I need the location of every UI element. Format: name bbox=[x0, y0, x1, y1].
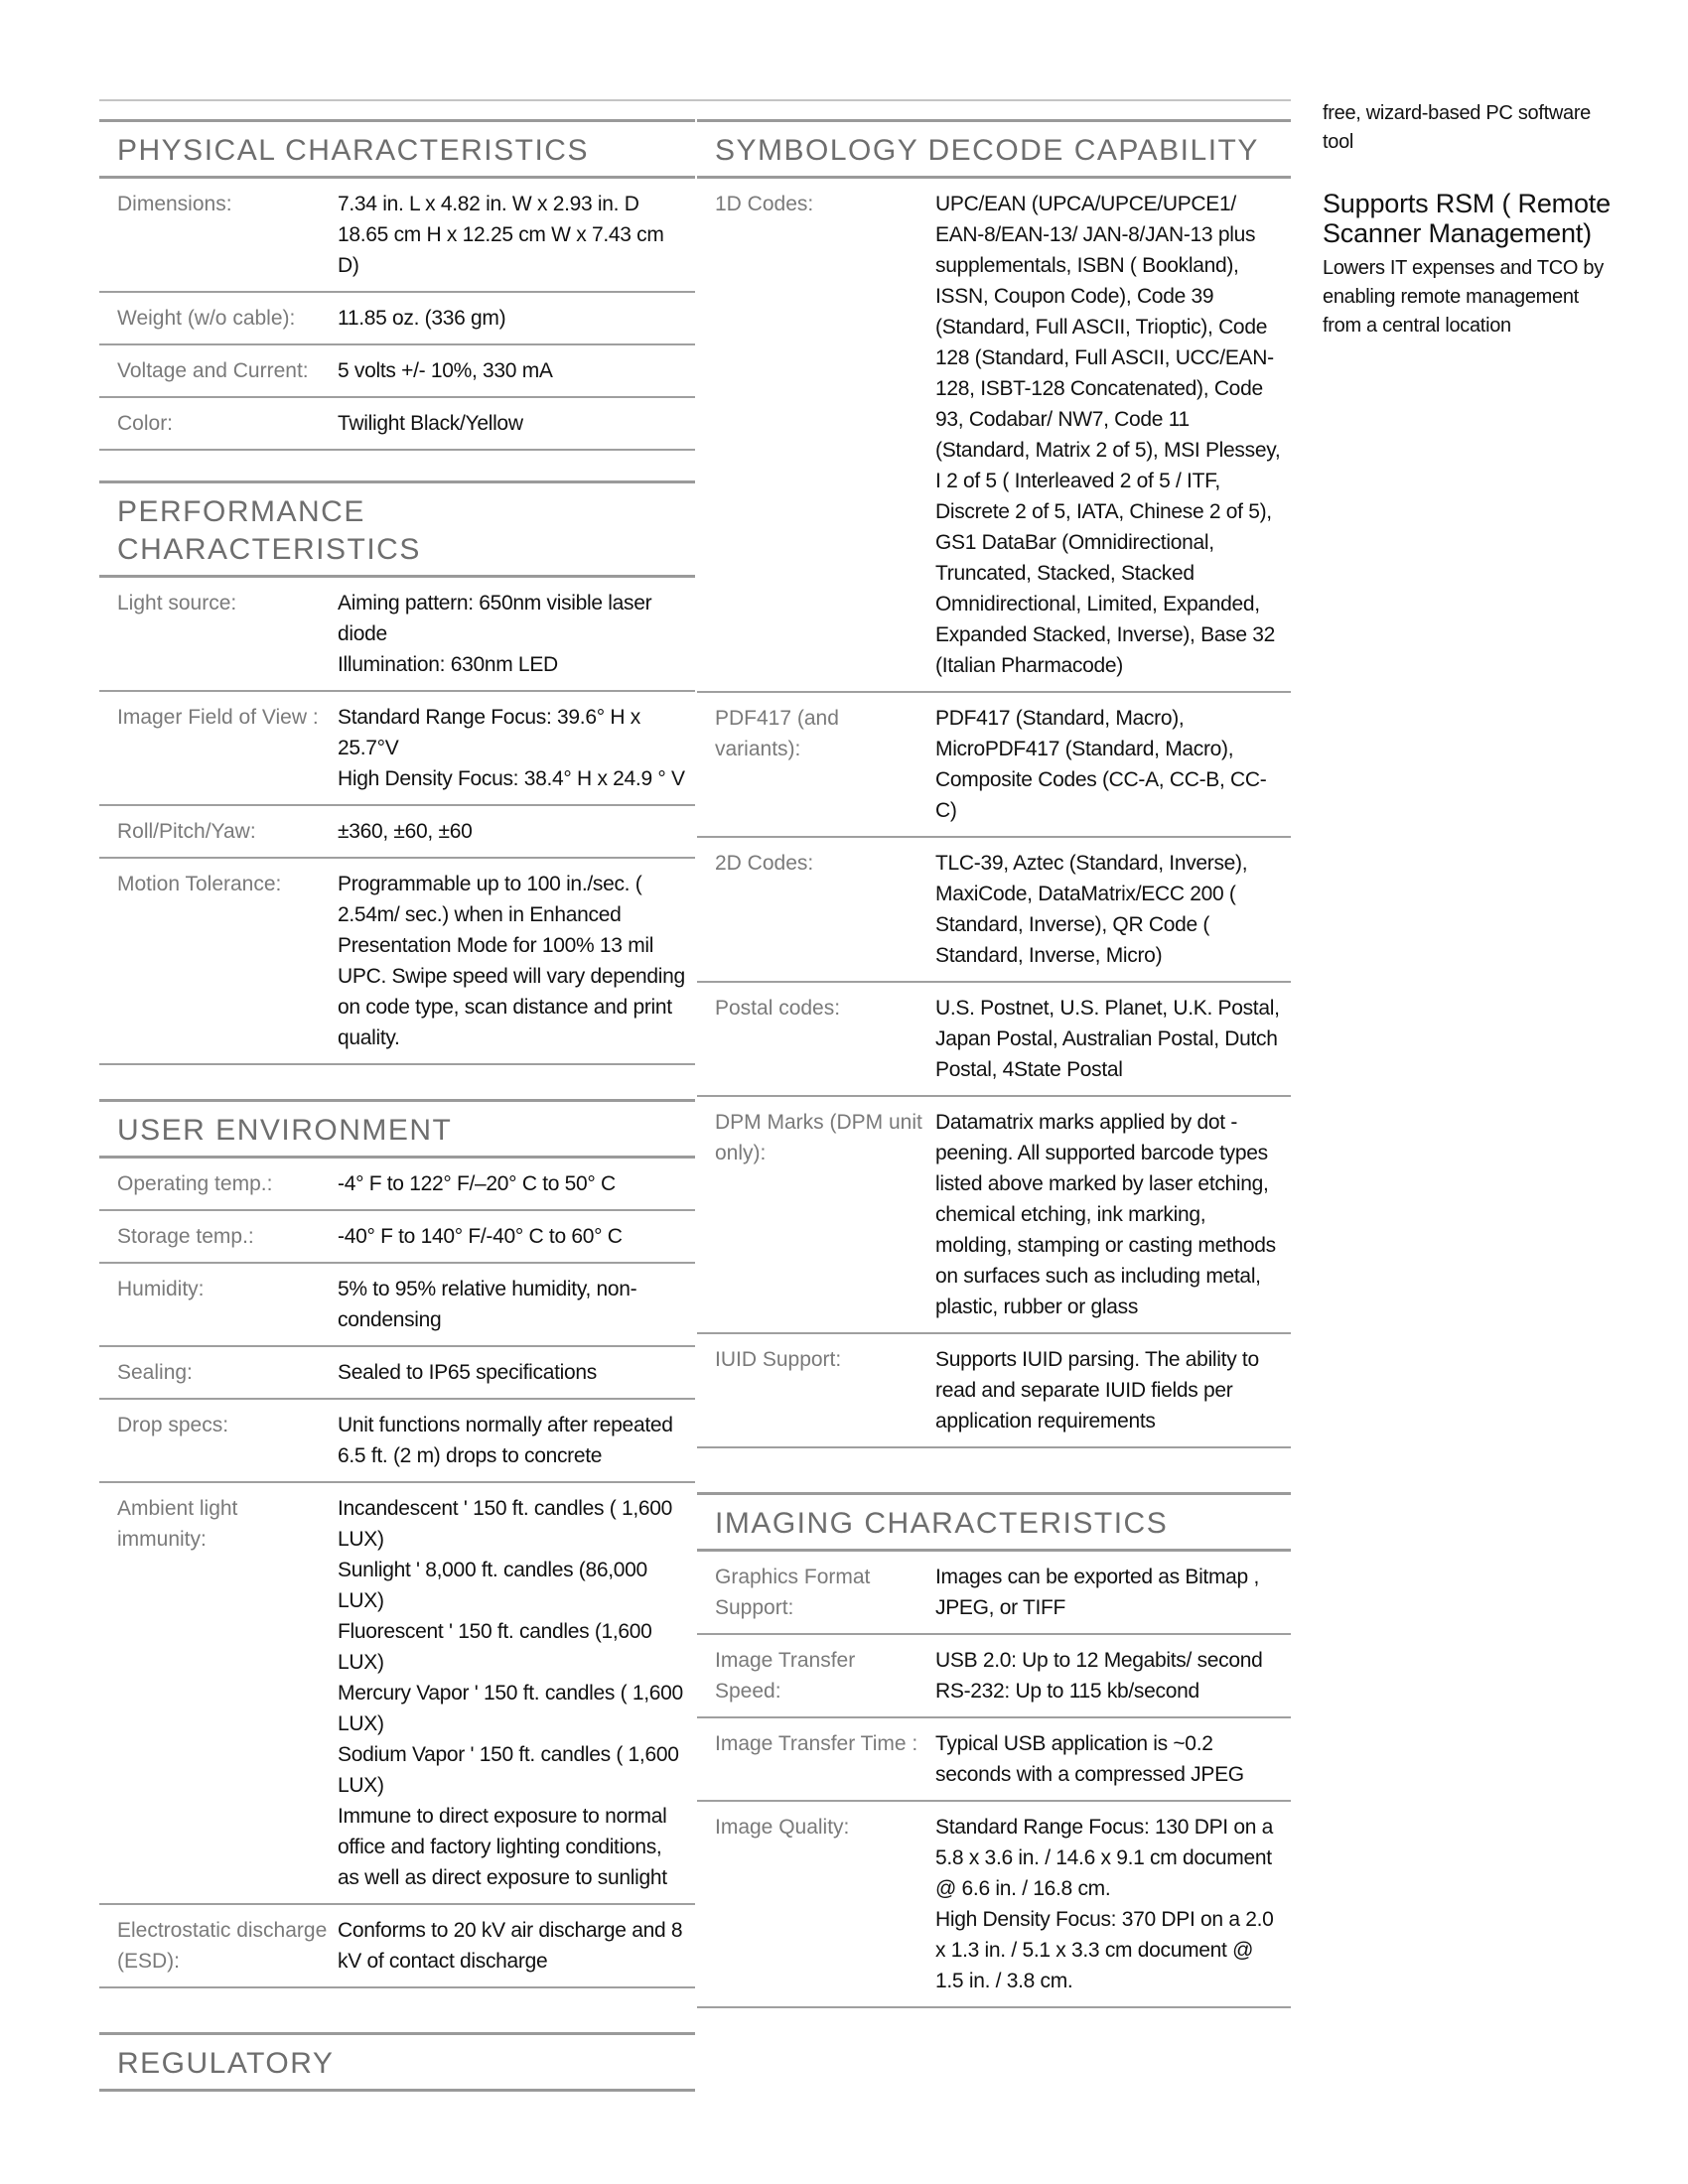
spec-value-line: 5% to 95% relative humidity, non-condensing bbox=[338, 1278, 637, 1331]
spec-row bbox=[697, 1552, 1291, 1635]
spec-value bbox=[338, 1274, 695, 1335]
spec-label: Graphics Format Support: bbox=[715, 1566, 871, 1619]
spec-label: PDF417 (and variants): bbox=[715, 707, 839, 760]
spec-label: Sealing: bbox=[117, 1361, 193, 1384]
imaging-section bbox=[697, 1492, 1291, 2008]
spec-value bbox=[935, 1728, 1291, 1790]
spec-value-line: Fluorescent ' 150 ft. candles (1,600 LUX) bbox=[338, 1620, 652, 1674]
spec-table bbox=[99, 578, 695, 1065]
spec-row bbox=[697, 1334, 1291, 1448]
spec-label: Image Quality: bbox=[715, 1816, 850, 1839]
spec-label: DPM Marks (DPM unit only): bbox=[715, 1111, 922, 1164]
spec-value bbox=[338, 1168, 695, 1199]
spec-row bbox=[99, 578, 695, 692]
spec-value-line: ±360, ±60, ±60 bbox=[338, 820, 473, 843]
spec-row bbox=[697, 983, 1291, 1097]
sidebar bbox=[1323, 99, 1620, 341]
spec-value-line: Datamatrix marks applied by dot - peening. All supported barcode types listed above marked by laser etching, chemical etching, ink marking, molding, stamping or casting methods on surfaces such as including metal, plastic, rubber or glass bbox=[935, 1111, 1276, 1318]
spec-value bbox=[935, 703, 1291, 826]
spec-row bbox=[99, 1483, 695, 1905]
spec-value-line: Immune to direct exposure to normal office and factory lighting conditions, as well as direct exposure to sunlight bbox=[338, 1805, 667, 1889]
spec-value bbox=[338, 702, 695, 794]
spec-value bbox=[338, 189, 695, 281]
spec-value bbox=[338, 869, 695, 1053]
spec-label: Postal codes: bbox=[715, 997, 841, 1020]
spec-row bbox=[697, 1802, 1291, 2008]
regulatory-section bbox=[99, 2032, 695, 2092]
physical-section bbox=[99, 119, 695, 451]
spec-label: 1D Codes: bbox=[715, 193, 814, 215]
spec-value-line: Twilight Black/Yellow bbox=[338, 412, 523, 435]
spec-row bbox=[697, 1635, 1291, 1718]
spec-label: Imager Field of View : bbox=[117, 706, 319, 729]
spec-table bbox=[697, 1552, 1291, 2008]
spec-value-line: Unit functions normally after repeated 6.5 ft. (2 m) drops to concrete bbox=[338, 1414, 673, 1467]
spec-label: 2D Codes: bbox=[715, 852, 814, 875]
spec-table bbox=[99, 179, 695, 451]
spec-label: Image Transfer Time : bbox=[715, 1732, 918, 1755]
spec-value-line: RS-232: Up to 115 kb/second bbox=[935, 1680, 1199, 1703]
spec-table bbox=[697, 179, 1291, 1448]
spec-row bbox=[697, 179, 1291, 693]
left-column bbox=[99, 119, 695, 2092]
spec-label: Electrostatic discharge (ESD): bbox=[117, 1919, 328, 1973]
section-title-performance: PERFORMANCE CHARACTERISTICS bbox=[99, 480, 695, 578]
symbology-section bbox=[697, 119, 1291, 1448]
spec-value-line: Sunlight ' 8,000 ft. candles (86,000 LUX) bbox=[338, 1559, 647, 1612]
spec-label: Operating temp.: bbox=[117, 1172, 273, 1195]
section-title-symbology: SYMBOLOGY DECODE CAPABILITY bbox=[697, 119, 1291, 179]
spec-value-line: U.S. Postnet, U.S. Planet, U.K. Postal, Japan Postal, Australian Postal, Dutch Postal, 4State Postal bbox=[935, 997, 1280, 1081]
sidebar-feature-title: Supports RSM ( Remote Scanner Management) bbox=[1323, 189, 1611, 248]
spec-value bbox=[935, 1812, 1291, 1996]
spec-value-line: TLC-39, Aztec (Standard, Inverse), MaxiCode, DataMatrix/ECC 200 ( Standard, Inverse), QR Code ( Standard, Inverse, Micro) bbox=[935, 852, 1248, 967]
spec-value bbox=[935, 1344, 1291, 1436]
spec-label: Color: bbox=[117, 412, 174, 435]
spec-row bbox=[99, 692, 695, 806]
top-divider bbox=[99, 99, 1291, 101]
spec-row bbox=[99, 859, 695, 1065]
spec-label: Dimensions: bbox=[117, 193, 232, 215]
spec-label: Image Transfer Speed: bbox=[715, 1649, 856, 1703]
spec-label: Roll/Pitch/Yaw: bbox=[117, 820, 256, 843]
spec-value bbox=[338, 1410, 695, 1471]
spec-value bbox=[338, 408, 695, 439]
spec-row bbox=[99, 293, 695, 345]
sidebar-feature-body: Lowers IT expenses and TCO by enabling remote management from a central location bbox=[1323, 257, 1604, 337]
spec-label: Drop specs: bbox=[117, 1414, 229, 1436]
spec-value bbox=[338, 816, 695, 847]
spec-label: Motion Tolerance: bbox=[117, 873, 282, 895]
spec-label: Storage temp.: bbox=[117, 1225, 254, 1248]
spec-value bbox=[935, 1107, 1291, 1322]
spec-value bbox=[935, 1562, 1291, 1623]
spec-row bbox=[99, 1905, 695, 1988]
spec-value-line: USB 2.0: Up to 12 Megabits/ second bbox=[935, 1649, 1263, 1672]
spec-value bbox=[338, 1915, 695, 1977]
spec-row bbox=[697, 838, 1291, 983]
spec-value-line: -40° F to 140° F/-40° C to 60° C bbox=[338, 1225, 623, 1248]
spec-label: Ambient light immunity: bbox=[117, 1497, 238, 1551]
spec-value bbox=[935, 1645, 1291, 1706]
spec-value-line: Aiming pattern: 650nm visible laser diode bbox=[338, 592, 652, 645]
spec-value bbox=[338, 355, 695, 386]
spec-value-line: High Density Focus: 38.4° H x 24.9 ° V bbox=[338, 767, 685, 790]
spec-value bbox=[338, 1221, 695, 1252]
spec-label: Light source: bbox=[117, 592, 237, 614]
spec-row bbox=[99, 1347, 695, 1400]
spec-value-line: Typical USB application is ~0.2 seconds with a compressed JPEG bbox=[935, 1732, 1244, 1786]
spec-label: Voltage and Current: bbox=[117, 359, 309, 382]
middle-column bbox=[697, 119, 1291, 2008]
performance-section bbox=[99, 480, 695, 1065]
spec-value bbox=[338, 1493, 695, 1893]
spec-value-line: Standard Range Focus: 130 DPI on a 5.8 x 3.6 in. / 14.6 x 9.1 cm document @ 6.6 in. / 16.8 cm. bbox=[935, 1816, 1274, 1900]
spec-value bbox=[935, 848, 1291, 971]
spec-value-line: -4° F to 122° F/–20° C to 50° C bbox=[338, 1172, 616, 1195]
spec-row bbox=[697, 1718, 1291, 1802]
spec-label: IUID Support: bbox=[715, 1348, 842, 1371]
spec-value-line: Conforms to 20 kV air discharge and 8 kV of contact discharge bbox=[338, 1919, 683, 1973]
spec-value-line: 11.85 oz. (336 gm) bbox=[338, 307, 506, 330]
user-environment-section bbox=[99, 1099, 695, 1988]
spec-value bbox=[338, 1357, 695, 1388]
spec-value-line: Supports IUID parsing. The ability to read and separate IUID fields per application requirements bbox=[935, 1348, 1259, 1433]
spec-value-line: Incandescent ' 150 ft. candles ( 1,600 LUX) bbox=[338, 1497, 673, 1551]
section-title-physical: PHYSICAL CHARACTERISTICS bbox=[99, 119, 695, 179]
spec-value bbox=[338, 588, 695, 680]
spec-value-line: Mercury Vapor ' 150 ft. candles ( 1,600 LUX) bbox=[338, 1682, 683, 1735]
spec-label: Weight (w/o cable): bbox=[117, 307, 296, 330]
spec-value bbox=[935, 189, 1291, 681]
spec-row bbox=[697, 1097, 1291, 1334]
spec-value-line: Sealed to IP65 specifications bbox=[338, 1361, 597, 1384]
spec-label: Humidity: bbox=[117, 1278, 205, 1300]
spec-value-line: Programmable up to 100 in./sec. ( 2.54m/ sec.) when in Enhanced Presentation Mode for 100% 13 mil UPC. Swipe speed will vary depending on code type, scan distance and print quality. bbox=[338, 873, 685, 1049]
spec-value-line: UPC/EAN (UPCA/UPCE/UPCE1/ EAN-8/EAN-13/ JAN-8/JAN-13 plus supplementals, ISBN ( Bookland), ISSN, Coupon Code), Code 39 (Standard, Full ASCII, Trioptic), Code 128 (Standard, Full ASCII, UCC/EAN-128, ISBT-128 Concatenated), Code 93, Codabar/ NW7, Code 11 (Standard, Matrix 2 of 5), MSI Plessey, I 2 of 5 ( Interleaved 2 of 5 / ITF, Discrete 2 of 5, IATA, Chinese 2 of 5), GS1 DataBar (Omnidirectional, Truncated, Stacked, Stacked Omnidirectional, Limited, Expanded, Expanded Stacked, Inverse), Base 32 (Italian Pharmacode) bbox=[935, 193, 1281, 677]
section-title-user-environment: USER ENVIRONMENT bbox=[99, 1099, 695, 1159]
sidebar-intro: free, wizard-based PC software tool bbox=[1323, 102, 1592, 153]
spec-value bbox=[935, 993, 1291, 1085]
spec-row bbox=[697, 693, 1291, 838]
spec-value-line: Images can be exported as Bitmap , JPEG, or TIFF bbox=[935, 1566, 1259, 1619]
spec-value-line: PDF417 (Standard, Macro), MicroPDF417 (Standard, Macro), Composite Codes (CC-A, CC-B, CC-C) bbox=[935, 707, 1267, 822]
spec-value-line: 7.34 in. L x 4.82 in. W x 2.93 in. D 18.65 cm H x 12.25 cm W x 7.43 cm D) bbox=[338, 193, 664, 277]
section-title-imaging: IMAGING CHARACTERISTICS bbox=[697, 1492, 1291, 1552]
spec-value bbox=[338, 303, 695, 334]
spec-row bbox=[99, 1264, 695, 1347]
spec-row bbox=[99, 345, 695, 398]
spec-row bbox=[99, 179, 695, 293]
spec-table bbox=[99, 1159, 695, 1988]
spec-value-line: 5 volts +/- 10%, 330 mA bbox=[338, 359, 553, 382]
section-title-regulatory: REGULATORY bbox=[99, 2032, 695, 2092]
spec-row bbox=[99, 1159, 695, 1211]
spec-value-line: High Density Focus: 370 DPI on a 2.0 x 1.3 in. / 5.1 x 3.3 cm document @ 1.5 in. / 3.8 cm. bbox=[935, 1908, 1274, 1992]
spec-value-line: Standard Range Focus: 39.6° H x 25.7°V bbox=[338, 706, 640, 759]
spec-row bbox=[99, 1400, 695, 1483]
spec-value-line: Sodium Vapor ' 150 ft. candles ( 1,600 LUX) bbox=[338, 1743, 679, 1797]
spec-value-line: Illumination: 630nm LED bbox=[338, 653, 558, 676]
spec-row bbox=[99, 1211, 695, 1264]
spec-row bbox=[99, 398, 695, 451]
spec-row bbox=[99, 806, 695, 859]
